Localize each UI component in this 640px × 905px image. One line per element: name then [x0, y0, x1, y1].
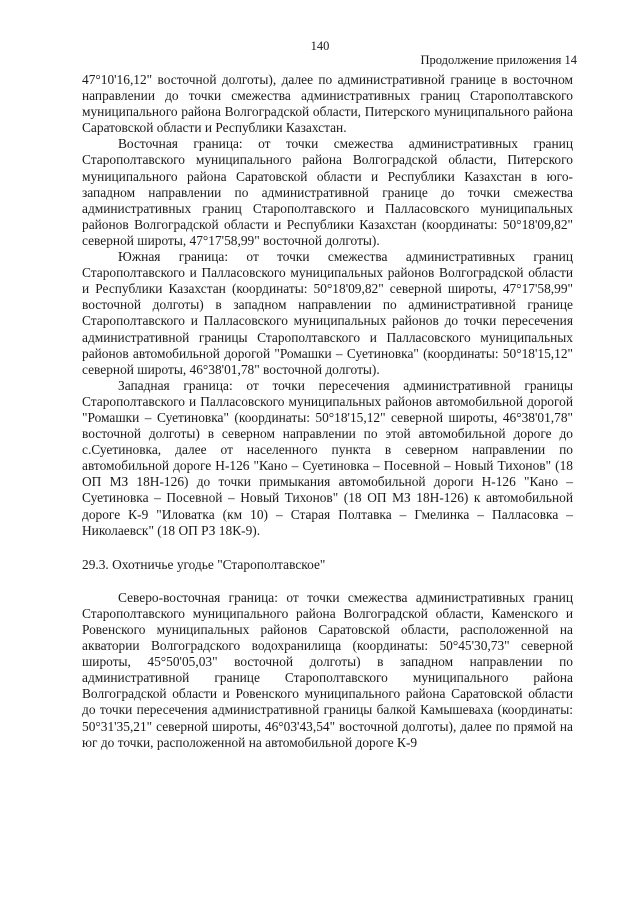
paragraph-west-border: Западная граница: от точки пересечения административной границы Старополтавского и Палласовского муниципальных районов автомобильной дорогой "Ромашки – Суетиновка" (координаты: 50°18'15,12" северной широты, 46°38'01,78" восточной долготы) в северном направлении по этой автомобильной дороге до с.Суетиновка, далее от населенного пункта в северном направлении по автомобильной дороге Н-126 "Кано – Суетиновка – Посевной – Новый Тихонов" (18 ОП МЗ 18Н-126) до точки примыкания автомобильной дороги Н-126 "Кано – Суетиновка – Посевной – Новый Тихонов" (18 ОП МЗ 18Н-126) к автомобильной дороге К-9 "Иловатка (км 10) – Старая Полтавка – Гмелинка – Палласовка – Николаевск" (18 ОП РЗ 18К-9). — [82, 377, 573, 538]
paragraph-continuation: 47°10'16,12" восточной долготы), далее по административной границе в восточном направлении до точки смежества административных границ Старополтавского муниципального района Волгоградской области, Питерского муниципального района Саратовской области и Республики Казахстан. — [82, 72, 573, 136]
paragraph-northeast-border: Северо-восточная граница: от точки смежества административных границ Старополтавского муниципального района Волгоградской области, Каменского и Ровенского муниципальных районов Саратовской области, расположенной на акватории Волгоградского водохранилища (координаты: 50°45'30,73" северной широты, 45°50'05,03" восточной долготы) в западном направлении по административной границе Старополтавского муниципального района Волгоградской области и Ровенского муниципального района Саратовской области до точки пересечения административной границы балкой Камышеваха (координаты: 50°31'35,21" северной широты, 46°03'43,54" восточной долготы), далее по прямой на юг до точки, расположенной на автомобильной дороге К-9 — [82, 589, 573, 750]
document-body — [82, 72, 573, 751]
page-number: 140 — [310, 39, 330, 53]
paragraph-east-border: Восточная граница: от точки смежества административных границ Старополтавского муниципального района Волгоградской области, Питерского муниципального района Саратовской области и Республики Казахстан в юго-западном направлении по административной границе до точки смежества административных границ Старополтавского и Палласовского муниципальных районов Волгоградской области и Республики Казахстан (координаты: 50°18'09,82" северной широты, 47°17'58,99" восточной долготы). — [82, 136, 573, 248]
appendix-continuation-note: Продолжение приложения 14 — [420, 53, 577, 67]
section-heading: 29.3. Охотничье угодье "Старополтавское" — [82, 556, 326, 572]
paragraph-south-border: Южная граница: от точки смежества административных границ Старополтавского и Палласовского муниципальных районов Волгоградской области и Республики Казахстан (координаты: 50°18'09,82" северной широты, 47°17'58,99" восточной долготы) в западном направлении по административной границе Старополтавского и Палласовского муниципальных районов до точки пересечения административной границы Старополтавского и Палласовского муниципальных районов автомобильной дорогой "Ромашки – Суетиновка" (координаты: 50°18'15,12" северной широты, 46°38'01,78" восточной долготы). — [82, 249, 573, 377]
